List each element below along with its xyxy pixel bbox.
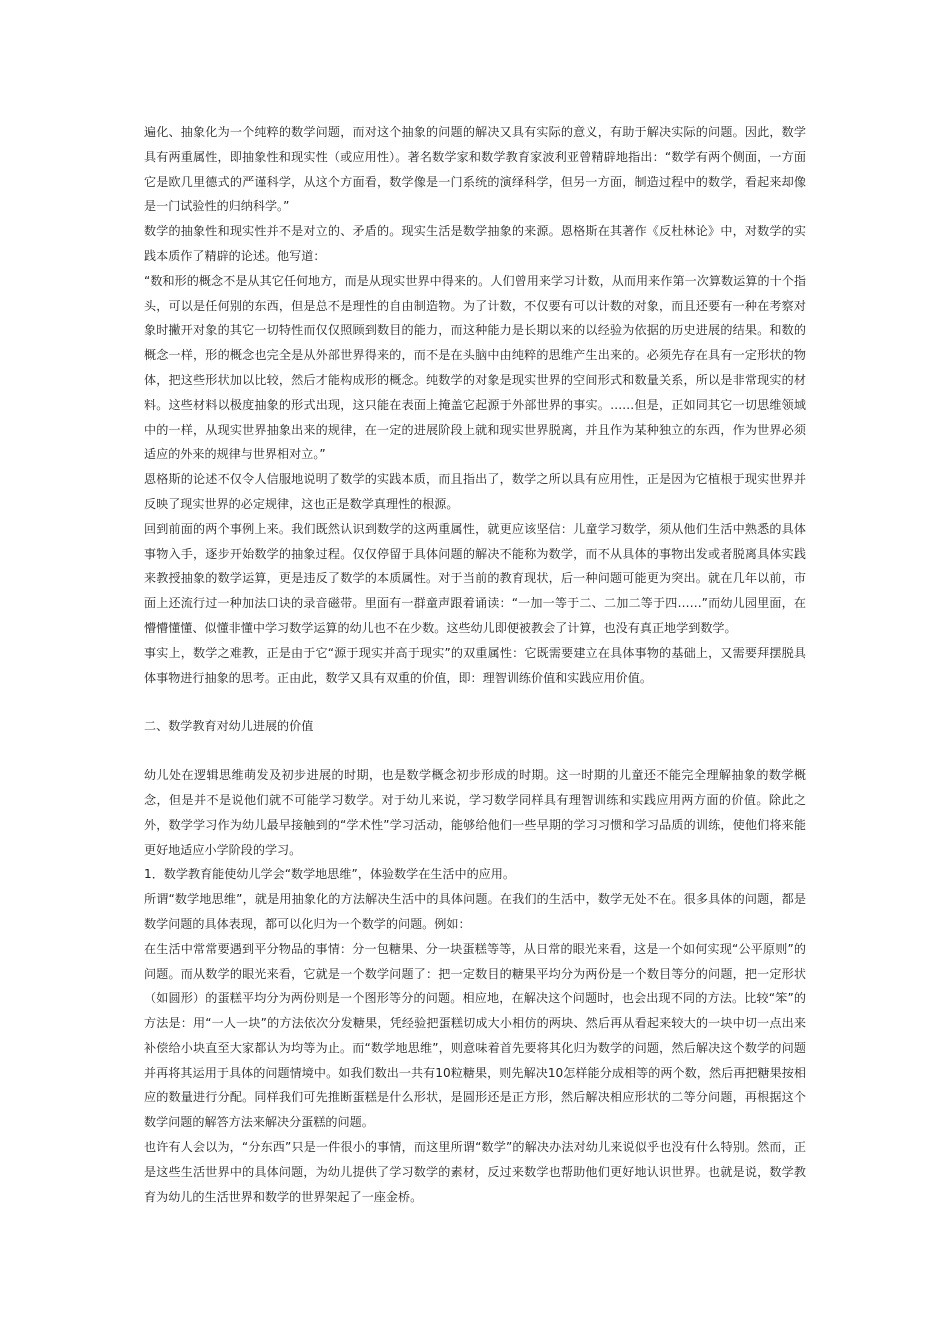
quote-paragraph: “数和形的概念不是从其它任何地方，而是从现实世界中得来的。人们曾用来学习计数，从而用来作第一次算数运算的十个指头，可以是任何别的东西，但是总不是理性的自由制造物。为了计数，不仅要有可以计数的对象，而且还要有一种在考察对象时撇开对象的其它一切特性而仅仅照顾到数目的能力，而这种能力是长期以来的以经验为依据的历史进展的结果。和数的概念一样，形的概念也完全是从外部世界得来的，而不是在头脑中由纯粹的思维产生出来的。必须先存在具有一定形状的物体，把这些形状加以比较，然后才能构成形的概念。纯数学的对象是现实世界的空间形式和数量关系，所以是非常现实的材料。这些材料以极度抽象的形式出现，这只能在表面上掩盖它起源于外部世界的事实。……但是，正如同其它一切思维领域中的一样，从现实世界抽象出来的规律，在一定的进展阶段上就和现实世界脱离，并且作为某种独立的东西，作为世界必须适应的外来的规律与世界相对立。” [144, 273, 806, 462]
paragraph: 恩格斯的论述不仅令人信服地说明了数学的实践本质，而且指出了，数学之所以具有应用性，正是因为它植根于现实世界并反映了现实世界的必定规律，这也正是数学真理性的根源。 [144, 472, 806, 511]
paragraph: 数学的抽象性和现实性并不是对立的、矛盾的。现实生活是数学抽象的来源。恩格斯在其著作《反杜林论》中，对数学的实践本质作了精辟的论述。他写道： [144, 224, 806, 263]
paragraph: 事实上，数学之难教，正是由于它“源于现实并高于现实”的双重属性：它既需要建立在具体事物的基础上，又需要拜摆脱具体事物进行抽象的思考。正由此，数学又具有双重的价值，即：理智训练价值和实践应用价值。 [144, 645, 806, 685]
paragraph: 所谓“数学地思维”，就是用抽象化的方法解决生活中的具体问题。在我们的生活中，数学无处不在。很多具体的问题，都是数学问题的具体表现，都可以化归为一个数学的问题。例如： [144, 892, 806, 931]
paragraph: 在生活中常常要遇到平分物品的事情：分一包糖果、分一块蛋糕等等，从日常的眼光来看，这是一个如何实现“公平原则”的问题。而从数学的眼光来看，它就是一个数学问题了：把一定数目的糖果平均分为两份是一个数目等分的问题，把一定形状（如圆形）的蛋糕平均分为两份则是一个图形等分的问题。相应地，在解决这个问题时，也会出现不同的方法。比较“笨”的方法是：用“一人一块”的方法依次分发糖果，凭经验把蛋糕切成大小相仿的两块、然后再从看起来较大的一块中切一点出来补偿给小块直至大家都认为均等为止。而“数学地思维”，则意味着首先要将其化归为数学的问题，然后解决这个数学的问题并再将其运用于具体的问题情境中。如我们数出一共有10粒糖果，则先解决10怎样能分成相等的两个数，然后再把糖果按相应的数量进行分配。同样我们可先推断蛋糕是什么形状，是圆形还是正方形，然后解决相应形状的二等分问题，再根据这个数学问题的解答方法来解决分蛋糕的问题。 [144, 941, 806, 1130]
section-heading: 二、数学教育对幼儿进展的价值 [144, 719, 314, 734]
paragraph: 遍化、抽象化为一个纯粹的数学问题，而对这个抽象的问题的解决又具有实际的意义，有助于解决实际的问题。因此，数学具有两重属性，即抽象性和现实性（或应用性）。著名数学家和数学教育家波利亚曾精辟地指出：“数学有两个侧面，一方面它是欧几里德式的严谨科学，从这个方面看，数学像是一门系统的演绎科学，但另一方面，制造过程中的数学，看起来却像是一门试验性的归纳科学。” [144, 125, 806, 214]
subsection-heading: 1．数学教育能使幼儿学会“数学地思维”，体验数学在生活中的应用。 [144, 867, 515, 882]
document-body [144, 120, 806, 1209]
blank-line [144, 690, 806, 714]
paragraph: 回到前面的两个事例上来。我们既然认识到数学的这两重属性，就更应该坚信：儿童学习数学，须从他们生活中熟悉的具体事物入手，逐步开始数学的抽象过程。仅仅停留于具体问题的解决不能称为数学，而不从具体的事物出发或者脱离具体实践来教授抽象的数学运算，更是违反了数学的本质属性。对于当前的教育现状，后一种问题可能更为突出。就在几年以前，市面上还流行过一种加法口诀的录音磁带。里面有一群童声跟着诵读：“一加一等于二、二加二等于四……”而幼儿园里面，在懵懵懂懂、似懂非懂中学习数学运算的幼儿也不在少数。这些幼儿即便被教会了计算，也没有真正地学到数学。 [144, 521, 806, 635]
paragraph: 也许有人会以为，“分东西”只是一件很小的事情，而这里所谓“数学”的解决办法对幼儿来说似乎也没有什么特别。然而，正是这些生活世界中的具体问题，为幼儿提供了学习数学的素材，反过来数学也帮助他们更好地认识世界。也就是说，数学教育为幼儿的生活世界和数学的世界架起了一座金桥。 [144, 1140, 806, 1204]
paragraph: 幼儿处在逻辑思维萌发及初步进展的时期，也是数学概念初步形成的时期。这一时期的儿童还不能完全理解抽象的数学概念，但是并不是说他们就不可能学习数学。对于幼儿来说，学习数学同样具有理智训练和实践应用两方面的价值。除此之外，数学学习作为幼儿最早接触到的“学术性”学习活动，能够给他们一些早期的学习习惯和学习品质的训练，使他们将来能更好地适应小学阶段的学习。 [144, 768, 806, 857]
blank-line [144, 739, 806, 763]
